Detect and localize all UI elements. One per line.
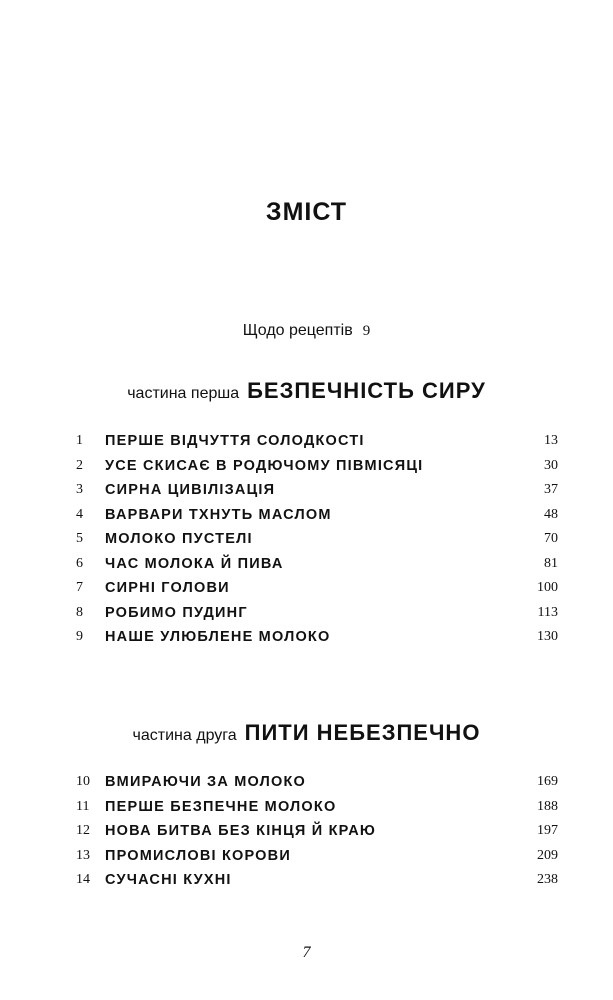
toc-row[interactable] — [76, 774, 558, 799]
toc-row[interactable] — [76, 433, 558, 458]
page-number: 7 — [302, 944, 311, 961]
chapter-title: СИРНІ ГОЛОВИ — [105, 580, 230, 596]
chapter-number: 8 — [76, 604, 83, 620]
chapter-page: 188 — [537, 798, 558, 814]
chapter-page: 130 — [537, 629, 558, 644]
chapter-title: СУЧАСНІ КУХНІ — [105, 872, 232, 888]
chapter-title: ВАРВАРИ ТХНУТЬ МАСЛОМ — [105, 506, 332, 523]
chapter-title: ЧАС МОЛОКА Й ПИВА — [105, 555, 284, 572]
part-label: частина перша — [127, 385, 240, 402]
toc-row[interactable] — [76, 458, 558, 483]
chapter-page: 30 — [544, 457, 558, 473]
part-one-heading — [0, 378, 613, 404]
chapter-page: 48 — [544, 506, 558, 522]
recipes-page: 9 — [362, 323, 371, 339]
chapter-page: 13 — [544, 433, 558, 448]
toc-row[interactable] — [76, 823, 558, 848]
toc-part-two — [76, 774, 558, 897]
chapter-number: 3 — [76, 482, 83, 497]
chapter-page: 197 — [537, 823, 558, 838]
chapter-number: 4 — [76, 506, 83, 522]
chapter-page: 169 — [537, 774, 558, 789]
toc-row[interactable] — [76, 605, 558, 630]
chapter-number: 6 — [76, 555, 83, 571]
page-title: ЗМІСТ — [265, 198, 348, 226]
toc-row[interactable] — [76, 482, 558, 507]
chapter-page: 37 — [544, 482, 558, 497]
chapter-number: 1 — [76, 433, 83, 448]
part-name: БЕЗПЕЧНІСТЬ СИРУ — [247, 378, 486, 403]
chapter-page: 81 — [544, 555, 558, 571]
chapter-number: 10 — [76, 774, 90, 789]
chapter-page: 209 — [537, 847, 558, 863]
chapter-page: 70 — [544, 531, 558, 546]
toc-row[interactable] — [76, 580, 558, 605]
chapter-title: ПЕРШЕ БЕЗПЕЧНЕ МОЛОКО — [105, 798, 337, 815]
chapter-page: 100 — [537, 580, 558, 595]
chapter-number: 14 — [76, 872, 90, 887]
chapter-title: ПЕРШЕ ВІДЧУТТЯ СОЛОДКОСТІ — [105, 433, 365, 449]
toc-row[interactable] — [76, 872, 558, 897]
chapter-number: 7 — [76, 580, 83, 595]
chapter-number: 13 — [76, 847, 90, 863]
chapter-number: 12 — [76, 823, 90, 838]
chapter-title: МОЛОКО ПУСТЕЛІ — [105, 531, 253, 547]
chapter-title: ВМИРАЮЧИ ЗА МОЛОКО — [105, 774, 307, 790]
chapter-number: 2 — [76, 457, 83, 473]
chapter-title: УСЕ СКИСАЄ В РОДЮЧОМУ ПІВМІСЯЦІ — [105, 457, 424, 474]
chapter-number: 5 — [76, 531, 83, 546]
toc-row[interactable] — [76, 799, 558, 824]
toc-row[interactable] — [76, 531, 558, 556]
chapter-title: НАШЕ УЛЮБЛЕНЕ МОЛОКО — [105, 629, 331, 645]
chapter-number: 9 — [76, 629, 83, 644]
toc-part-one — [76, 433, 558, 654]
part-name: ПИТИ НЕБЕЗПЕЧНО — [244, 720, 481, 745]
toc-row[interactable] — [76, 629, 558, 654]
chapter-page: 238 — [537, 872, 558, 887]
chapter-title: СИРНА ЦИВІЛІЗАЦІЯ — [105, 482, 276, 498]
toc-row[interactable] — [76, 848, 558, 873]
chapter-title: ПРОМИСЛОВІ КОРОВИ — [105, 847, 291, 864]
chapter-title: РОБИМО ПУДИНГ — [105, 604, 248, 621]
part-label: частина друга — [132, 727, 237, 744]
recipes-entry[interactable] — [0, 322, 613, 340]
recipes-label: Щодо рецептів — [242, 322, 353, 339]
part-two-heading — [0, 720, 613, 746]
toc-row[interactable] — [76, 556, 558, 581]
chapter-page: 113 — [537, 604, 558, 620]
toc-row[interactable] — [76, 507, 558, 532]
chapter-title: НОВА БИТВА БЕЗ КІНЦЯ Й КРАЮ — [105, 823, 377, 839]
chapter-number: 11 — [76, 798, 90, 814]
